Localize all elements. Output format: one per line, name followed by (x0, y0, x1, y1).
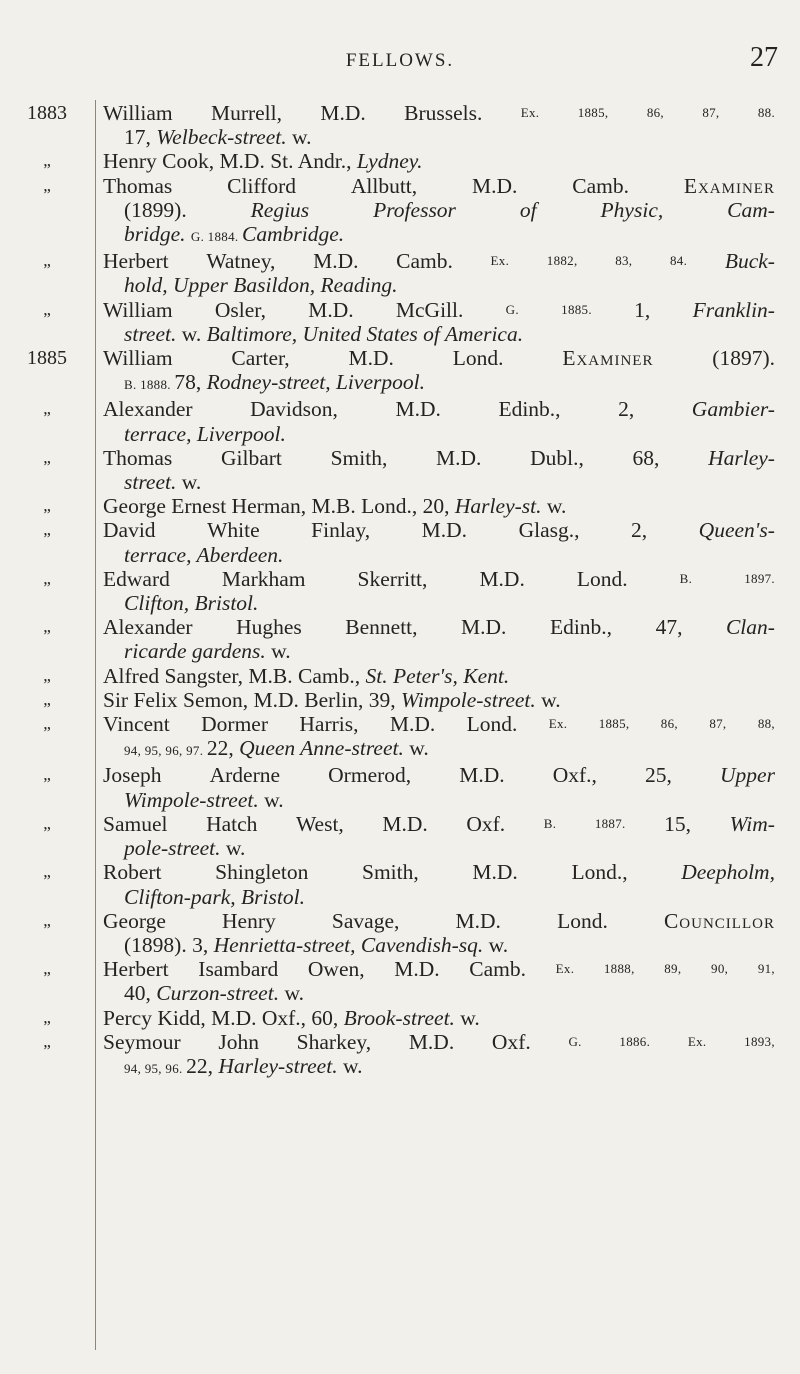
entry-word: Dubl., (530, 445, 584, 470)
entry-line (103, 1006, 775, 1030)
entry-word: 1893, (744, 1033, 775, 1049)
entry-line (103, 198, 775, 222)
entry-word: Herbert (103, 249, 169, 274)
entry-word: 1885. (561, 301, 592, 317)
entry-word: 88, (757, 716, 775, 732)
entry-line (103, 273, 775, 297)
entry-segment: street. (124, 321, 177, 346)
entry-segment: G. 1884. (190, 229, 242, 245)
election-year: „ (43, 959, 51, 979)
entry-text (103, 860, 775, 908)
entry-segment: Rodney-street, Liverpool. (206, 370, 425, 395)
entry-word: M.D. (308, 297, 354, 322)
entry-word: Herbert (103, 957, 169, 982)
entry-word: Physic, (600, 197, 664, 222)
entry-word: Allbutt, (350, 173, 418, 198)
entry-word: Wim- (729, 811, 775, 836)
fellow-entry (0, 664, 800, 688)
entry-line (103, 1030, 775, 1054)
entry-text (103, 494, 775, 518)
entry-word: Markham (221, 566, 306, 591)
entry-word: Skerritt, (357, 566, 428, 591)
entry-word: M.D. (472, 173, 518, 198)
entry-word: Regius (250, 197, 310, 222)
entry-word: Davidson, (250, 397, 338, 422)
entry-word: 1897. (744, 570, 775, 586)
entry-word: Lond. (557, 908, 608, 933)
entry-segment: Baltimore, United States of America. (206, 321, 524, 346)
fellow-entry (0, 860, 800, 908)
fellow-entry (0, 494, 800, 518)
entry-text (103, 249, 775, 297)
entry-segment: w. (483, 932, 509, 957)
entry-segment: w. (337, 1053, 363, 1078)
running-head (0, 40, 800, 80)
entry-word: Carter, (231, 346, 290, 371)
entry-segment: Harley-st. (454, 494, 542, 519)
entry-word: Smith, (361, 860, 419, 885)
entry-word: Edinb., (549, 615, 613, 640)
entry-word: Harley- (708, 445, 775, 470)
entry-segment: Wimpole-street. (401, 687, 536, 712)
entry-word: (1897). (712, 346, 775, 371)
entry-word: M.D. (459, 763, 505, 788)
fellow-entry (0, 1030, 800, 1081)
entry-word: M.D. (313, 249, 359, 274)
entry-segment: 94, 95, 96, 97. (124, 743, 207, 759)
entry-word: 90, (711, 961, 729, 977)
election-year: „ (43, 813, 51, 833)
entry-line (103, 664, 775, 688)
entry-word: Camb. (572, 173, 629, 198)
entry-word: William (103, 297, 173, 322)
entry-segment: Sir Felix Semon, M.D. Berlin, 39, (103, 687, 402, 712)
entry-word: Ormerod, (328, 763, 412, 788)
entry-word: Dormer (201, 712, 269, 737)
fellow-entry (0, 149, 800, 173)
fellow-entry (0, 174, 800, 250)
entry-word: Oxf. (491, 1029, 531, 1054)
entry-segment: 78, (174, 370, 207, 395)
entry-word: Upper (720, 763, 775, 788)
entry-line (103, 125, 775, 149)
entry-word: 87, (709, 716, 727, 732)
entry-word: M.D. (394, 957, 440, 982)
election-year: „ (43, 617, 51, 637)
entry-word: Ex. (548, 716, 568, 732)
election-year: „ (43, 520, 51, 540)
entry-word: Robert (103, 860, 162, 885)
entry-word: 1886. (619, 1033, 651, 1049)
election-year: „ (43, 1031, 51, 1051)
entry-word: George (103, 908, 166, 933)
entry-word: Alexander (103, 615, 193, 640)
entry-word: Buck- (724, 249, 775, 274)
entry-segment: w. (176, 470, 202, 495)
entry-line (103, 101, 775, 125)
entry-word: Joseph (103, 763, 162, 788)
entry-word: Edward (103, 566, 170, 591)
entry-line (103, 543, 775, 567)
entry-text (103, 763, 775, 811)
entry-text (103, 1006, 775, 1030)
entry-segment: 17, (124, 125, 157, 150)
entry-segment: bridge. (124, 222, 191, 247)
page-number: 27 (750, 42, 778, 73)
fellow-entry (0, 957, 800, 1005)
entry-line (103, 470, 775, 494)
entry-word: M.D. (389, 712, 436, 737)
entry-text (103, 688, 775, 712)
entry-word: 1887. (594, 815, 626, 831)
election-year: 1883 (27, 102, 67, 124)
entry-word: John (218, 1029, 259, 1054)
entry-word: 87, (702, 105, 720, 120)
entry-word: Professor (373, 197, 456, 222)
entry-word: Examiner (562, 346, 654, 371)
entry-text (103, 664, 775, 688)
running-title: FELLOWS. (345, 50, 455, 71)
entry-word: Isambard (198, 957, 279, 982)
election-year: „ (43, 299, 51, 319)
entry-text (103, 615, 775, 663)
entry-text (103, 174, 775, 250)
entry-word: 83, (615, 253, 633, 269)
election-year: „ (43, 175, 51, 195)
entry-word: Lond. (466, 712, 518, 737)
entry-word: Deepholm, (681, 860, 775, 885)
entry-word: 89, (664, 961, 682, 977)
entry-word: 88. (757, 105, 775, 120)
entry-segment: w. (279, 981, 304, 1006)
entry-segment: w. (403, 736, 429, 761)
entry-word: Samuel (103, 811, 168, 836)
entry-line (103, 736, 775, 763)
entry-segment: George Ernest Herman, M.B. Lond., 20, (103, 494, 455, 519)
entry-segment: (1898). 3, (124, 932, 214, 957)
entry-word: 1885, (598, 716, 630, 732)
entry-word: Vincent (103, 712, 170, 737)
entry-line (103, 494, 775, 518)
entry-segment: terrace, Liverpool. (124, 421, 286, 446)
entry-line (103, 446, 775, 470)
entry-word: Lond., (571, 860, 628, 885)
fellow-entry (0, 101, 800, 149)
entry-line (103, 149, 775, 173)
entry-word: Lond. (576, 566, 628, 591)
entry-word: 86, (660, 716, 678, 732)
fellow-entry (0, 909, 800, 957)
fellow-entry (0, 615, 800, 663)
election-year: „ (43, 862, 51, 882)
entry-text (103, 1030, 775, 1081)
entry-word: Harris, (299, 712, 359, 737)
election-year: „ (43, 765, 51, 785)
entry-word: Savage, (331, 908, 400, 933)
entry-segment: 22, (206, 736, 240, 761)
entry-word: Oxf., (552, 763, 597, 788)
entry-segment: w. (541, 494, 567, 519)
entry-line (103, 712, 775, 736)
entry-line (103, 836, 775, 860)
entry-word: Thomas (103, 173, 173, 198)
entry-segment: Clifton-park, Bristol. (124, 884, 305, 909)
entry-word: Seymour (103, 1029, 181, 1054)
entry-line (103, 397, 775, 421)
entry-line (103, 981, 775, 1005)
entry-word: Ex. (520, 105, 540, 120)
fellow-entry (0, 346, 800, 397)
entry-word: M.D. (320, 101, 366, 125)
entry-word: B. (679, 570, 693, 586)
entry-segment: 94, 95, 96. (124, 1060, 187, 1076)
fellow-entry (0, 1006, 800, 1030)
entry-segment: w. (535, 687, 561, 712)
entry-text (103, 812, 775, 860)
entry-segment: w. (454, 1005, 480, 1030)
entry-word: Councillor (663, 908, 775, 933)
entry-word: Lond. (452, 346, 504, 371)
entry-segment: Curzon-street. (156, 981, 280, 1006)
entry-word: (1899). (124, 197, 187, 222)
entry-word: G. (505, 301, 519, 317)
entry-word: Gilbart (220, 445, 282, 470)
entry-word: of (519, 197, 537, 222)
entry-word: M.D. (472, 860, 518, 885)
entry-line (103, 639, 775, 663)
fellow-entry (0, 567, 800, 615)
entry-word: McGill. (395, 297, 464, 322)
election-year: „ (43, 447, 51, 467)
entry-text (103, 518, 775, 566)
entry-word: M.D. (348, 346, 394, 371)
entry-segment: pole-street. (124, 836, 221, 861)
entry-segment: Welbeck-street. (156, 125, 287, 150)
entry-line (103, 957, 775, 981)
entry-word: Alexander (103, 397, 193, 422)
entry-segment: hold, Upper Basildon, Reading. (124, 273, 398, 298)
fellow-entry (0, 712, 800, 763)
fellow-entry (0, 812, 800, 860)
entry-line (103, 222, 775, 249)
entry-line (103, 933, 775, 957)
fellow-entry (0, 298, 800, 346)
entry-word: 86, (646, 105, 664, 120)
entry-word: M.D. (408, 1029, 455, 1054)
entry-line (103, 346, 775, 370)
entry-segment: w. (286, 125, 312, 150)
entry-word: 91, (757, 961, 775, 977)
entry-word: David (103, 518, 156, 543)
election-year: „ (43, 910, 51, 930)
entry-word: Ex. (490, 253, 510, 269)
entry-line (103, 688, 775, 712)
entry-line (103, 422, 775, 446)
entry-line (103, 518, 775, 542)
entry-word: Oxf. (466, 811, 506, 836)
entry-word: Clan- (725, 615, 775, 640)
entry-word: Murrell, (210, 101, 283, 125)
entry-segment: St. Peter's, Kent. (365, 663, 510, 688)
entry-segment: w. (220, 836, 246, 861)
entry-segment: ricarde gardens. (124, 639, 266, 664)
fellow-entry (0, 763, 800, 811)
entry-text (103, 149, 775, 173)
entry-text (103, 101, 775, 149)
entry-word: Brussels. (404, 101, 483, 125)
entry-segment: B. 1888. (124, 377, 175, 393)
entry-word: M.D. (479, 566, 525, 591)
entry-word: M.D. (382, 811, 428, 836)
election-year: „ (43, 689, 51, 709)
entry-word: M.D. (455, 908, 501, 933)
entry-word: William (103, 101, 173, 125)
entry-word: 15, (664, 811, 691, 836)
fellow-entry (0, 397, 800, 445)
entry-segment: 40, (124, 981, 157, 1006)
entry-text (103, 567, 775, 615)
election-year: „ (43, 151, 51, 171)
fellows-list (0, 101, 800, 1081)
entry-word: 25, (645, 763, 672, 788)
entry-segment: street. (124, 470, 177, 495)
entry-word: Bennett, (345, 615, 418, 640)
entry-word: Camb. (469, 957, 527, 982)
entry-segment: Harley-street. (218, 1053, 338, 1078)
entry-word: Edinb., (498, 397, 561, 422)
election-year: „ (43, 568, 51, 588)
entry-line (103, 567, 775, 591)
entry-word: Ex. (555, 961, 575, 977)
election-year: „ (43, 714, 51, 734)
entry-line (103, 249, 775, 273)
election-year: „ (43, 251, 51, 271)
entry-word: 47, (655, 615, 683, 640)
entry-line (103, 615, 775, 639)
entry-segment: Clifton, Bristol. (124, 591, 259, 616)
entry-text (103, 712, 775, 763)
entry-word: Shingleton (215, 860, 309, 885)
entry-word: Owen, (307, 957, 365, 982)
entry-segment: Percy Kidd, M.D. Oxf., 60, (103, 1005, 344, 1030)
entry-text (103, 346, 775, 397)
entry-text (103, 298, 775, 346)
entry-word: 1, (634, 297, 651, 322)
entry-line (103, 322, 775, 346)
entry-line (103, 174, 775, 198)
entry-segment: Lydney. (356, 149, 423, 174)
entry-word: Cam- (727, 197, 775, 222)
entry-line (103, 860, 775, 884)
entry-word: Franklin- (692, 297, 775, 322)
fellow-entry (0, 446, 800, 494)
entry-segment: w. (265, 639, 291, 664)
entry-word: B. (543, 815, 557, 831)
entry-segment: Henry Cook, M.D. St. Andr., (103, 149, 357, 174)
entry-word: William (103, 346, 173, 371)
election-year: 1885 (27, 347, 67, 370)
entry-word: Arderne (209, 763, 281, 788)
entry-line (103, 370, 775, 397)
entry-word: 1888, (603, 961, 635, 977)
entry-segment: w. (258, 787, 284, 812)
entry-line (103, 591, 775, 615)
entry-segment: terrace, Aberdeen. (124, 542, 284, 567)
entry-word: Camb. (396, 249, 453, 274)
entry-word: Hughes (236, 615, 302, 640)
entry-word: White (207, 518, 260, 543)
fellow-entry (0, 688, 800, 712)
entry-line (103, 909, 775, 933)
entry-word: Gambier- (691, 397, 775, 422)
entry-word: 1885, (577, 105, 609, 120)
entry-word: M.D. (461, 615, 507, 640)
entry-line (103, 1054, 775, 1081)
entry-line (103, 812, 775, 836)
entry-text (103, 957, 775, 1005)
entry-line (103, 763, 775, 787)
fellow-entry (0, 249, 800, 297)
entry-segment: Queen Anne-street. (239, 736, 404, 761)
entry-word: Henry (222, 908, 276, 933)
entry-segment: Alfred Sangster, M.B. Camb., (103, 663, 366, 688)
entry-word: Thomas (103, 445, 173, 470)
entry-word: 2, (618, 397, 635, 422)
entry-segment: Brook-street. (343, 1005, 455, 1030)
entry-segment: Henrietta-street, Cavendish-sq. (213, 932, 484, 957)
entry-word: G. (568, 1033, 582, 1049)
entry-word: 68, (632, 445, 660, 470)
entry-word: Hatch (206, 811, 258, 836)
entry-text (103, 446, 775, 494)
election-year: „ (43, 665, 51, 685)
entry-word: Glasg., (518, 518, 580, 543)
election-year: „ (43, 399, 51, 419)
entry-text (103, 397, 775, 445)
fellow-entry (0, 518, 800, 566)
entry-word: 84. (670, 253, 688, 269)
entry-line (103, 788, 775, 812)
entry-word: Examiner (683, 173, 775, 198)
entry-word: Finlay, (311, 518, 371, 543)
election-year: „ (43, 496, 51, 516)
entry-word: Sharkey, (296, 1029, 372, 1054)
entry-word: Ex. (687, 1033, 707, 1049)
entry-word: M.D. (436, 445, 482, 470)
entry-text (103, 909, 775, 957)
entry-line (103, 885, 775, 909)
entry-segment: Cambridge. (241, 222, 345, 247)
entry-segment: 22, (186, 1053, 219, 1078)
entry-word: 2, (631, 518, 648, 543)
entry-word: M.D. (421, 518, 468, 543)
entry-segment: Wimpole-street. (124, 787, 259, 812)
entry-word: 1882, (546, 253, 578, 269)
election-year: „ (43, 1007, 51, 1027)
entry-word: Watney, (206, 249, 276, 274)
entry-word: Smith, (330, 445, 388, 470)
entry-segment: w. (176, 321, 207, 346)
entry-word: Queen's- (698, 518, 775, 543)
entry-word: Osler, (214, 297, 266, 322)
entry-word: West, (295, 811, 344, 836)
entry-word: Clifford (227, 173, 297, 198)
entry-line (103, 298, 775, 322)
entry-word: M.D. (395, 397, 441, 422)
